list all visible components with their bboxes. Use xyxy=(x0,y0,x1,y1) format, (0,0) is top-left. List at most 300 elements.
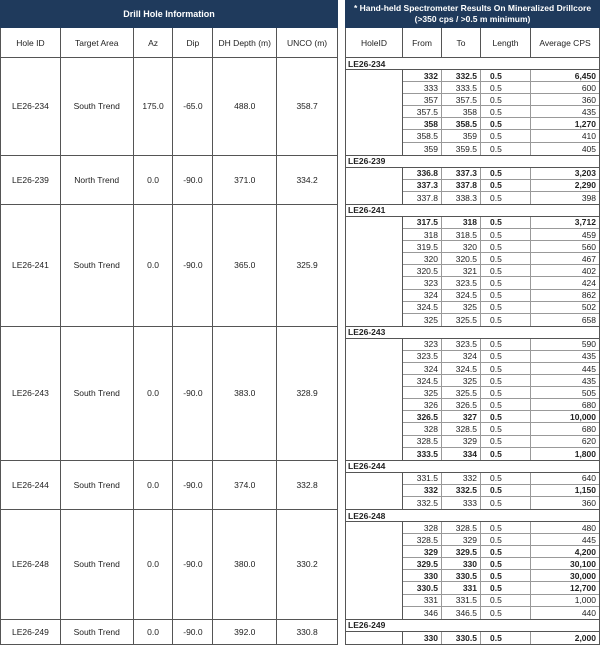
cell-average-cps: 405 xyxy=(581,143,596,154)
cell-from: 328 xyxy=(403,522,442,533)
result-row xyxy=(403,180,599,192)
result-group-label: LE26-249 xyxy=(345,620,600,632)
cell-from: 330 xyxy=(403,570,442,581)
cell-average-cps: 12,700 xyxy=(570,583,596,594)
header-length: Length xyxy=(481,28,531,57)
cell-from: 337.3 xyxy=(403,180,442,191)
cell-average-cps: 600 xyxy=(581,82,596,93)
result-row xyxy=(403,570,599,582)
result-row xyxy=(403,411,599,423)
cell-average-cps: 30,100 xyxy=(570,558,596,569)
cell-length: 0.5 xyxy=(481,253,531,264)
result-row xyxy=(403,314,599,326)
cell-dip: -65.0 xyxy=(173,58,213,155)
cell-length: 0.5 xyxy=(481,192,531,204)
drill-hole-header-row xyxy=(0,28,338,58)
cell-dip: -90.0 xyxy=(173,620,213,644)
header-dh-depth: DH Depth (m) xyxy=(213,28,277,57)
cell-from: 324.5 xyxy=(403,375,442,386)
cell-average-cps: 680 xyxy=(581,423,596,434)
cell-from: 325 xyxy=(403,314,442,326)
cell-from: 323.5 xyxy=(403,351,442,362)
cell-az: 0.0 xyxy=(134,205,174,326)
header-average-cps: Average CPS xyxy=(531,28,600,57)
holeid-spacer xyxy=(346,217,403,326)
result-row xyxy=(403,277,599,289)
cell-from: 331 xyxy=(403,595,442,606)
cell-hole-id: LE26-249 xyxy=(1,620,61,644)
cell-to: 330.5 xyxy=(442,570,481,581)
cell-az: 0.0 xyxy=(134,461,174,509)
cell-from: 323 xyxy=(403,277,442,288)
result-group xyxy=(345,510,600,620)
result-group xyxy=(345,461,600,510)
result-group xyxy=(345,58,600,156)
result-row xyxy=(403,632,599,644)
result-row xyxy=(403,546,599,558)
result-rows xyxy=(403,632,599,644)
cell-average-cps: 440 xyxy=(581,607,596,618)
cell-average-cps: 467 xyxy=(581,253,596,264)
cell-length: 0.5 xyxy=(481,534,531,545)
cell-hole-id: LE26-234 xyxy=(1,58,61,155)
cell-length: 0.5 xyxy=(481,314,531,326)
drill-hole-row xyxy=(0,58,338,156)
cell-dip: -90.0 xyxy=(173,461,213,509)
cell-length: 0.5 xyxy=(481,217,531,228)
cell-from: 325 xyxy=(403,387,442,398)
cell-to: 324.5 xyxy=(442,363,481,374)
result-row xyxy=(403,217,599,229)
cell-from: 320.5 xyxy=(403,265,442,276)
cell-az: 0.0 xyxy=(134,510,174,619)
cell-dh-depth: 488.0 xyxy=(213,58,277,155)
result-group-body xyxy=(345,339,600,461)
cell-length: 0.5 xyxy=(481,595,531,606)
cell-from: 328.5 xyxy=(403,436,442,447)
result-row xyxy=(403,168,599,180)
cell-average-cps: 1,270 xyxy=(574,118,596,129)
result-row xyxy=(403,497,599,509)
spectrometer-groups xyxy=(345,58,600,645)
cell-length: 0.5 xyxy=(481,241,531,252)
cell-to: 329.5 xyxy=(442,546,481,557)
cell-average-cps: 410 xyxy=(581,131,596,142)
cell-average-cps: 30,000 xyxy=(570,570,596,581)
result-row xyxy=(403,375,599,387)
cell-average-cps: 398 xyxy=(581,192,596,203)
cell-from: 323 xyxy=(403,339,442,350)
result-group-label: LE26-234 xyxy=(345,58,600,70)
cell-length: 0.5 xyxy=(481,229,531,240)
cell-average-cps: 680 xyxy=(581,399,596,410)
cell-to: 357.5 xyxy=(442,94,481,105)
cell-average-cps: 435 xyxy=(581,106,596,117)
result-row xyxy=(403,473,599,485)
cell-az: 0.0 xyxy=(134,620,174,644)
cell-average-cps: 1,800 xyxy=(574,448,596,459)
cell-length: 0.5 xyxy=(481,363,531,374)
result-rows xyxy=(403,522,599,619)
cell-average-cps: 4,200 xyxy=(574,546,596,557)
result-row xyxy=(403,290,599,302)
holeid-spacer xyxy=(346,522,403,619)
result-group-label: LE26-241 xyxy=(345,205,600,217)
header-from: From xyxy=(403,28,442,57)
cell-length: 0.5 xyxy=(481,436,531,447)
cell-hole-id: LE26-244 xyxy=(1,461,61,509)
result-group-label: LE26-243 xyxy=(345,327,600,339)
cell-dh-depth: 383.0 xyxy=(213,327,277,460)
cell-average-cps: 424 xyxy=(581,277,596,288)
cell-average-cps: 658 xyxy=(581,314,596,325)
result-row xyxy=(403,265,599,277)
result-group-body xyxy=(345,632,600,645)
holeid-spacer xyxy=(346,473,403,509)
cell-to: 318.5 xyxy=(442,229,481,240)
cell-from: 330 xyxy=(403,632,442,644)
cell-length: 0.5 xyxy=(481,497,531,509)
cell-to: 323.5 xyxy=(442,339,481,350)
result-row xyxy=(403,118,599,130)
result-row xyxy=(403,595,599,607)
cell-average-cps: 360 xyxy=(581,94,596,105)
cell-unco: 358.7 xyxy=(277,58,338,155)
holeid-spacer xyxy=(346,339,403,460)
result-row xyxy=(403,387,599,399)
cell-length: 0.5 xyxy=(481,82,531,93)
cell-from: 320 xyxy=(403,253,442,264)
cell-length: 0.5 xyxy=(481,265,531,276)
result-rows xyxy=(403,339,599,460)
spectrometer-title xyxy=(345,0,600,28)
header-target-area: Target Area xyxy=(61,28,134,57)
cell-from: 359 xyxy=(403,143,442,155)
cell-to: 325 xyxy=(442,375,481,386)
cell-to: 337.3 xyxy=(442,168,481,179)
cell-from: 358 xyxy=(403,118,442,129)
cell-hole-id: LE26-239 xyxy=(1,156,61,204)
cell-average-cps: 435 xyxy=(581,351,596,362)
cell-average-cps: 620 xyxy=(581,436,596,447)
cell-unco: 330.8 xyxy=(277,620,338,644)
cell-from: 326.5 xyxy=(403,411,442,422)
cell-length: 0.5 xyxy=(481,399,531,410)
result-rows xyxy=(403,217,599,326)
cell-from: 317.5 xyxy=(403,217,442,228)
result-row xyxy=(403,253,599,265)
result-row xyxy=(403,558,599,570)
cell-length: 0.5 xyxy=(481,558,531,569)
cell-length: 0.5 xyxy=(481,387,531,398)
cell-to: 328.5 xyxy=(442,522,481,533)
cell-dip: -90.0 xyxy=(173,156,213,204)
cell-target-area: South Trend xyxy=(61,327,134,460)
cell-to: 325.5 xyxy=(442,314,481,326)
cell-length: 0.5 xyxy=(481,277,531,288)
cell-length: 0.5 xyxy=(481,448,531,460)
cell-length: 0.5 xyxy=(481,632,531,644)
spectrometer-results-table xyxy=(345,0,600,645)
cell-target-area: North Trend xyxy=(61,156,134,204)
result-row xyxy=(403,106,599,118)
cell-length: 0.5 xyxy=(481,143,531,155)
cell-to: 330 xyxy=(442,558,481,569)
cell-average-cps: 435 xyxy=(581,375,596,386)
result-rows xyxy=(403,168,599,204)
cell-length: 0.5 xyxy=(481,339,531,350)
cell-hole-id: LE26-243 xyxy=(1,327,61,460)
cell-to: 323.5 xyxy=(442,277,481,288)
cell-length: 0.5 xyxy=(481,485,531,496)
cell-unco: 325.9 xyxy=(277,205,338,326)
result-row xyxy=(403,448,599,460)
cell-length: 0.5 xyxy=(481,546,531,557)
cell-dip: -90.0 xyxy=(173,327,213,460)
cell-from: 324 xyxy=(403,290,442,301)
cell-average-cps: 10,000 xyxy=(570,411,596,422)
cell-to: 325.5 xyxy=(442,387,481,398)
cell-dh-depth: 365.0 xyxy=(213,205,277,326)
cell-average-cps: 6,450 xyxy=(574,70,596,81)
cell-length: 0.5 xyxy=(481,351,531,362)
cell-average-cps: 2,000 xyxy=(574,632,596,643)
cell-dh-depth: 380.0 xyxy=(213,510,277,619)
cell-average-cps: 640 xyxy=(581,473,596,484)
result-row xyxy=(403,423,599,435)
cell-average-cps: 590 xyxy=(581,339,596,350)
cell-to: 332.5 xyxy=(442,70,481,81)
spectrometer-title-line1: * Hand-held Spectrometer Results On Mineralized Drillcore xyxy=(353,3,592,13)
result-row xyxy=(403,351,599,363)
cell-average-cps: 402 xyxy=(581,265,596,276)
cell-length: 0.5 xyxy=(481,302,531,313)
cell-to: 320.5 xyxy=(442,253,481,264)
result-group xyxy=(345,620,600,645)
cell-from: 332 xyxy=(403,70,442,81)
cell-to: 325 xyxy=(442,302,481,313)
cell-dip: -90.0 xyxy=(173,510,213,619)
cell-dh-depth: 374.0 xyxy=(213,461,277,509)
result-group-body xyxy=(345,168,600,205)
drill-hole-row xyxy=(0,205,338,327)
cell-target-area: South Trend xyxy=(61,461,134,509)
cell-target-area: South Trend xyxy=(61,510,134,619)
result-row xyxy=(403,94,599,106)
cell-from: 333.5 xyxy=(403,448,442,460)
cell-unco: 330.2 xyxy=(277,510,338,619)
cell-to: 337.8 xyxy=(442,180,481,191)
cell-length: 0.5 xyxy=(481,180,531,191)
cell-length: 0.5 xyxy=(481,473,531,484)
cell-to: 324 xyxy=(442,351,481,362)
cell-from: 332.5 xyxy=(403,497,442,509)
cell-to: 330.5 xyxy=(442,632,481,644)
cell-target-area: South Trend xyxy=(61,620,134,644)
spectrometer-header-row xyxy=(345,28,600,58)
cell-to: 333.5 xyxy=(442,82,481,93)
cell-target-area: South Trend xyxy=(61,205,134,326)
cell-length: 0.5 xyxy=(481,423,531,434)
cell-from: 328 xyxy=(403,423,442,434)
cell-from: 329 xyxy=(403,546,442,557)
drill-hole-row xyxy=(0,620,338,645)
cell-average-cps: 459 xyxy=(581,229,596,240)
result-group-label: LE26-248 xyxy=(345,510,600,522)
cell-to: 359 xyxy=(442,130,481,141)
result-group-body xyxy=(345,70,600,156)
cell-unco: 328.9 xyxy=(277,327,338,460)
result-row xyxy=(403,192,599,204)
result-row xyxy=(403,399,599,411)
cell-hole-id: LE26-248 xyxy=(1,510,61,619)
cell-average-cps: 2,290 xyxy=(574,180,596,191)
result-rows xyxy=(403,473,599,509)
header-unco: UNCO (m) xyxy=(277,28,338,57)
holeid-spacer xyxy=(346,632,403,644)
result-row xyxy=(403,485,599,497)
cell-to: 329 xyxy=(442,436,481,447)
cell-unco: 332.8 xyxy=(277,461,338,509)
cell-to: 328.5 xyxy=(442,423,481,434)
cell-to: 318 xyxy=(442,217,481,228)
cell-length: 0.5 xyxy=(481,522,531,533)
cell-to: 358.5 xyxy=(442,118,481,129)
result-row xyxy=(403,534,599,546)
cell-average-cps: 862 xyxy=(581,290,596,301)
result-group xyxy=(345,327,600,461)
drill-hole-row xyxy=(0,510,338,620)
cell-from: 328.5 xyxy=(403,534,442,545)
cell-length: 0.5 xyxy=(481,70,531,81)
header-hole-id: Hole ID xyxy=(1,28,61,57)
cell-to: 334 xyxy=(442,448,481,460)
cell-to: 332 xyxy=(442,473,481,484)
cell-from: 346 xyxy=(403,607,442,619)
header-holeid: HoleID xyxy=(346,28,403,57)
cell-average-cps: 445 xyxy=(581,363,596,374)
cell-to: 332.5 xyxy=(442,485,481,496)
cell-to: 326.5 xyxy=(442,399,481,410)
cell-average-cps: 1,000 xyxy=(574,595,596,606)
result-row xyxy=(403,607,599,619)
drill-hole-rows xyxy=(0,58,338,645)
drill-hole-row xyxy=(0,156,338,205)
result-group-label: LE26-239 xyxy=(345,156,600,168)
result-group xyxy=(345,205,600,327)
drill-hole-row xyxy=(0,461,338,510)
cell-length: 0.5 xyxy=(481,118,531,129)
cell-to: 331.5 xyxy=(442,595,481,606)
cell-az: 0.0 xyxy=(134,156,174,204)
result-row xyxy=(403,143,599,155)
cell-average-cps: 1,150 xyxy=(574,485,596,496)
cell-to: 359.5 xyxy=(442,143,481,155)
cell-length: 0.5 xyxy=(481,411,531,422)
result-row xyxy=(403,436,599,448)
cell-to: 324.5 xyxy=(442,290,481,301)
cell-dh-depth: 371.0 xyxy=(213,156,277,204)
cell-average-cps: 560 xyxy=(581,241,596,252)
cell-length: 0.5 xyxy=(481,130,531,141)
drill-hole-row xyxy=(0,327,338,461)
cell-length: 0.5 xyxy=(481,607,531,619)
result-group-body xyxy=(345,473,600,510)
cell-average-cps: 3,712 xyxy=(574,217,596,228)
result-group-body xyxy=(345,217,600,327)
result-row xyxy=(403,522,599,534)
result-row xyxy=(403,70,599,82)
cell-length: 0.5 xyxy=(481,168,531,179)
cell-from: 324.5 xyxy=(403,302,442,313)
header-to: To xyxy=(442,28,481,57)
result-row xyxy=(403,82,599,94)
cell-from: 357.5 xyxy=(403,106,442,117)
result-rows xyxy=(403,70,599,155)
holeid-spacer xyxy=(346,70,403,155)
cell-average-cps: 3,203 xyxy=(574,168,596,179)
cell-from: 337.8 xyxy=(403,192,442,204)
cell-to: 331 xyxy=(442,582,481,593)
cell-to: 338.3 xyxy=(442,192,481,204)
cell-from: 333 xyxy=(403,82,442,93)
cell-to: 333 xyxy=(442,497,481,509)
cell-az: 175.0 xyxy=(134,58,174,155)
result-row xyxy=(403,229,599,241)
cell-from: 357 xyxy=(403,94,442,105)
drill-hole-info-title: Drill Hole Information xyxy=(0,0,338,28)
holeid-spacer xyxy=(346,168,403,204)
result-group-body xyxy=(345,522,600,620)
cell-from: 331.5 xyxy=(403,473,442,484)
cell-from: 319.5 xyxy=(403,241,442,252)
cell-to: 321 xyxy=(442,265,481,276)
cell-average-cps: 445 xyxy=(581,534,596,545)
result-group xyxy=(345,156,600,205)
cell-average-cps: 502 xyxy=(581,302,596,313)
cell-average-cps: 480 xyxy=(581,522,596,533)
header-dip: Dip xyxy=(173,28,213,57)
result-row xyxy=(403,241,599,253)
cell-from: 336.8 xyxy=(403,168,442,179)
cell-length: 0.5 xyxy=(481,94,531,105)
cell-length: 0.5 xyxy=(481,570,531,581)
cell-dip: -90.0 xyxy=(173,205,213,326)
cell-from: 329.5 xyxy=(403,558,442,569)
cell-to: 320 xyxy=(442,241,481,252)
cell-to: 346.5 xyxy=(442,607,481,619)
cell-from: 330.5 xyxy=(403,582,442,593)
cell-target-area: South Trend xyxy=(61,58,134,155)
result-row xyxy=(403,339,599,351)
result-group-label: LE26-244 xyxy=(345,461,600,473)
cell-length: 0.5 xyxy=(481,375,531,386)
cell-dh-depth: 392.0 xyxy=(213,620,277,644)
cell-to: 358 xyxy=(442,106,481,117)
result-row xyxy=(403,130,599,142)
cell-from: 358.5 xyxy=(403,130,442,141)
spectrometer-title-line2: (>350 cps / >0.5 m minimum) xyxy=(414,14,531,24)
result-row xyxy=(403,302,599,314)
cell-to: 327 xyxy=(442,411,481,422)
cell-average-cps: 360 xyxy=(581,497,596,508)
cell-from: 318 xyxy=(403,229,442,240)
cell-average-cps: 505 xyxy=(581,387,596,398)
cell-length: 0.5 xyxy=(481,582,531,593)
cell-length: 0.5 xyxy=(481,290,531,301)
result-row xyxy=(403,363,599,375)
cell-to: 329 xyxy=(442,534,481,545)
